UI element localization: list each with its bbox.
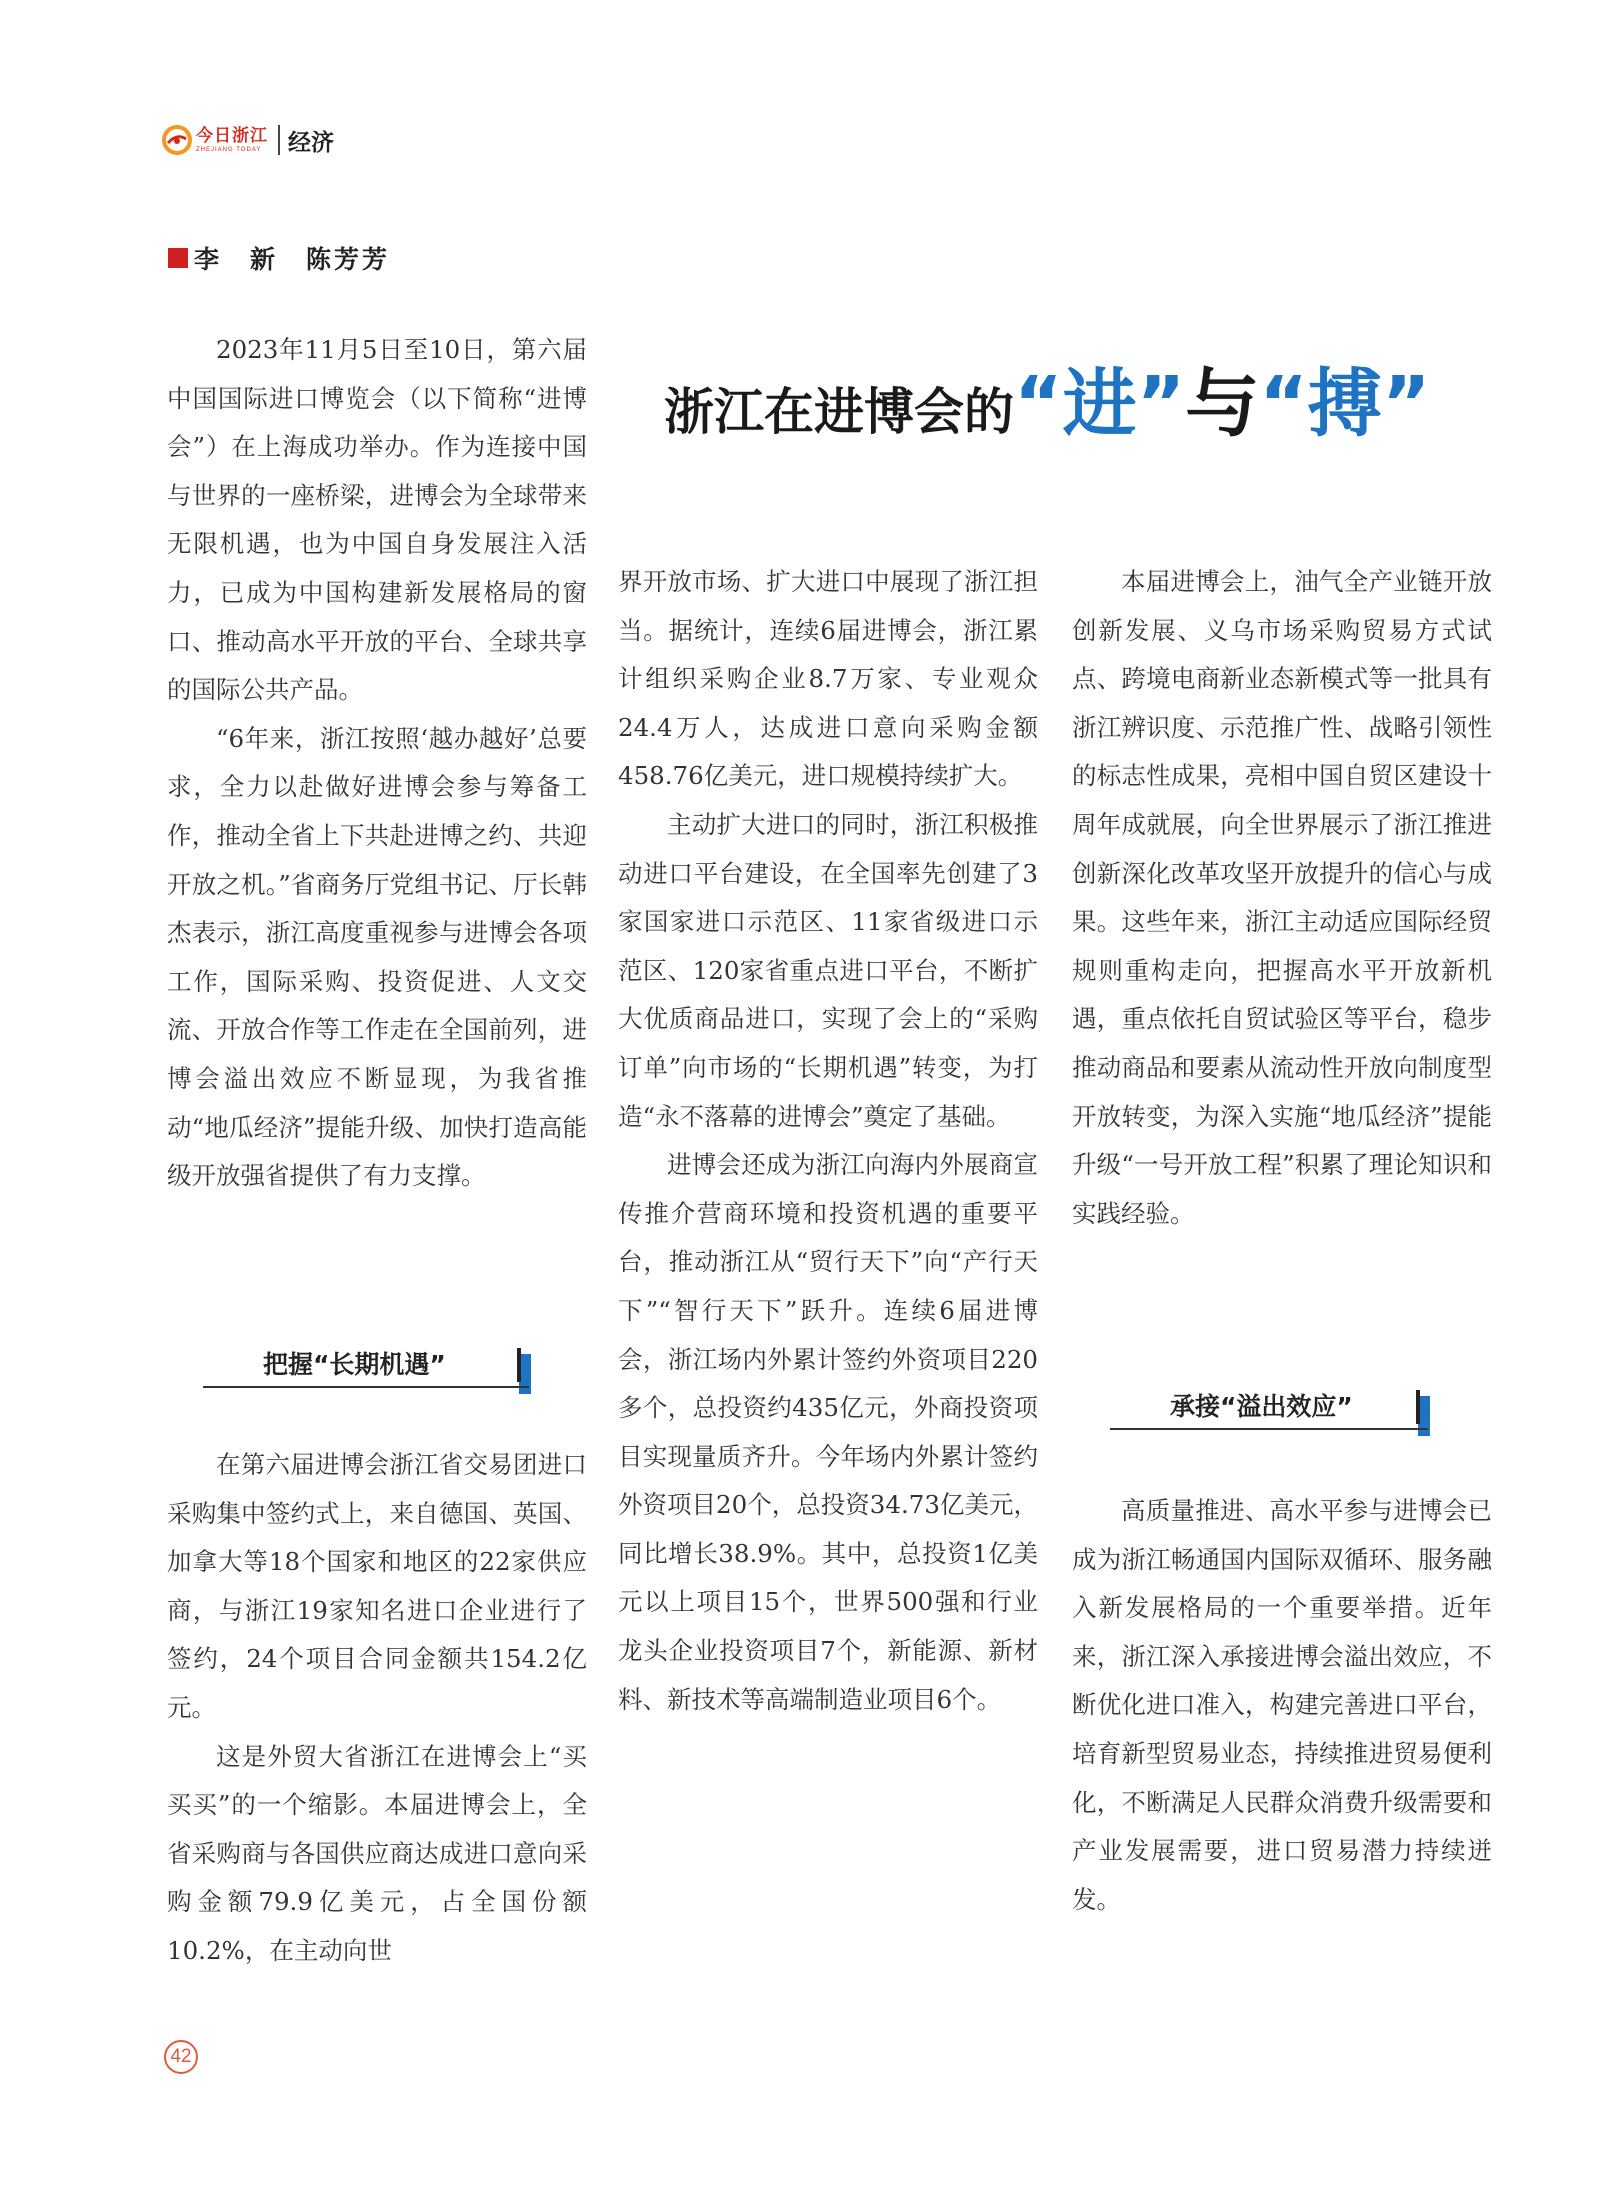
subhead-label: 承接“溢出效应”: [1170, 1392, 1353, 1421]
byline: [168, 240, 390, 276]
column-3-top: [1072, 558, 1492, 1238]
byline-marker-icon: [168, 248, 188, 268]
magazine-logo-icon: [162, 125, 192, 155]
paragraph: 2023年11月5日至10日，第六届中国国际进口博览会（以下简称“进博会”）在上海成功举办。作为连接中国与世界的一座桥梁，进博会为全球带来无限机遇，也为中国自身发展注入活力，已成为中国构建新发展格局的窗口、推动高水平开放的平台、全球共享的国际公共产品。: [167, 335, 587, 705]
paragraph: 进博会还成为浙江向海内外展商宣传推介营商环境和投资机遇的重要平台，推动浙江从“贸行天下”向“产行天下”“智行天下”跃升。连续6届进博会，浙江场内外累计签约外资项目220多个，总投资约435亿元，外商投资项目实现量质齐升。今年场内外累计签约外资项目20个，总投资34.73亿美元，同比增长38.9%。其中，总投资1亿美元以上项目15个，世界500强和行业龙头企业投资项目7个，新能源、新材料、新技术等高端制造业项目6个。: [618, 1150, 1038, 1714]
page-number: 42: [164, 2040, 198, 2074]
column-1-top: [167, 326, 587, 1201]
subhead-label: 把握“长期机遇”: [263, 1350, 446, 1379]
header-divider: [278, 125, 280, 155]
article-title: [664, 345, 1464, 455]
column-2: [618, 558, 1038, 1724]
magazine-header: [162, 120, 334, 160]
paragraph: 界开放市场、扩大进口中展现了浙江担当。据统计，连续6届进博会，浙江累计组织采购企业8.7万家、专业观众24.4万人，达成进口意向采购金额458.76亿美元，进口规模持续扩大。: [618, 567, 1038, 791]
subhead-long-term-opportunity: [203, 1348, 531, 1394]
subhead-rule: [1110, 1428, 1428, 1430]
title-highlight-bo: “搏”: [1259, 361, 1431, 447]
column-3-bottom: [1072, 1487, 1492, 1924]
paragraph: 主动扩大进口的同时，浙江积极推动进口平台建设，在全国率先创建了3家国家进口示范区、11家省级进口示范区、120家省重点进口平台，不断扩大优质商品进口，实现了会上的“采购订单”向市场的“长期机遇”转变，为打造“永不落幕的进博会”奠定了基础。: [618, 809, 1038, 1131]
paragraph: 在第六届进博会浙江省交易团进口采购集中签约式上，来自德国、英国、加拿大等18个国家和地区的22家供应商，与浙江19家知名进口企业进行了签约，24个项目合同金额共154.2亿元。: [167, 1450, 587, 1722]
subhead-rule: [203, 1386, 529, 1388]
title-highlight-jin: “进”: [1014, 361, 1186, 447]
paragraph: 高质量推进、高水平参与进博会已成为浙江畅通国内国际双循环、服务融入新发展格局的一个重要举措。近年来，浙江深入承接进博会溢出效应，不断优化进口准入，构建完善进口平台，培育新型贸易业态，持续推进贸易便利化，不断满足人民群众消费升级需要和产业发展需要，进口贸易潜力持续迸发。: [1072, 1496, 1492, 1914]
logo-chinese: 今日浙江: [196, 125, 268, 146]
paragraph: 这是外贸大省浙江在进博会上“买买买”的一个缩影。本届进博会上，全省采购商与各国供应商达成进口意向采购金额79.9亿美元，占全国份额10.2%，在主动向世: [167, 1741, 587, 1965]
magazine-logo-text: [196, 125, 268, 153]
section-name: 经济: [288, 129, 334, 156]
author-names: 李 新 陈芳芳: [194, 245, 391, 274]
column-1-bottom: [167, 1441, 587, 1976]
paragraph: 本届进博会上，油气全产业链开放创新发展、义乌市场采购贸易方式试点、跨境电商新业态新模式等一批具有浙江辨识度、示范推广性、战略引领性的标志性成果，亮相中国自贸区建设十周年成就展，向全世界展示了浙江推进创新深化改革攻坚开放提升的信心与成果。这些年来，浙江主动适应国际经贸规则重构走向，把握高水平开放新机遇，重点依托自贸试验区等平台，稳步推动商品和要素从流动性开放向制度型开放转变，为深入实施“地瓜经济”提能升级“一号开放工程”积累了理论知识和实践经验。: [1072, 567, 1492, 1228]
subhead-spillover-effect: [1110, 1390, 1432, 1436]
logo-english: ZHEJIANG TODAY: [196, 146, 262, 153]
paragraph: “6年来，浙江按照‘越办越好’总要求，全力以赴做好进博会参与筹备工作，推动全省上下共赴进博之约、共迎开放之机。”省商务厅党组书记、厅长韩杰表示，浙江高度重视参与进博会各项工作，国际采购、投资促进、人文交流、开放合作等工作走在全国前列，进博会溢出效应不断显现，为我省推动“地瓜经济”提能升级、加快打造高能级开放强省提供了有力支撑。: [167, 723, 587, 1191]
title-main-text: 浙江在进博会的: [664, 383, 1014, 441]
title-connector: 与: [1185, 361, 1260, 447]
